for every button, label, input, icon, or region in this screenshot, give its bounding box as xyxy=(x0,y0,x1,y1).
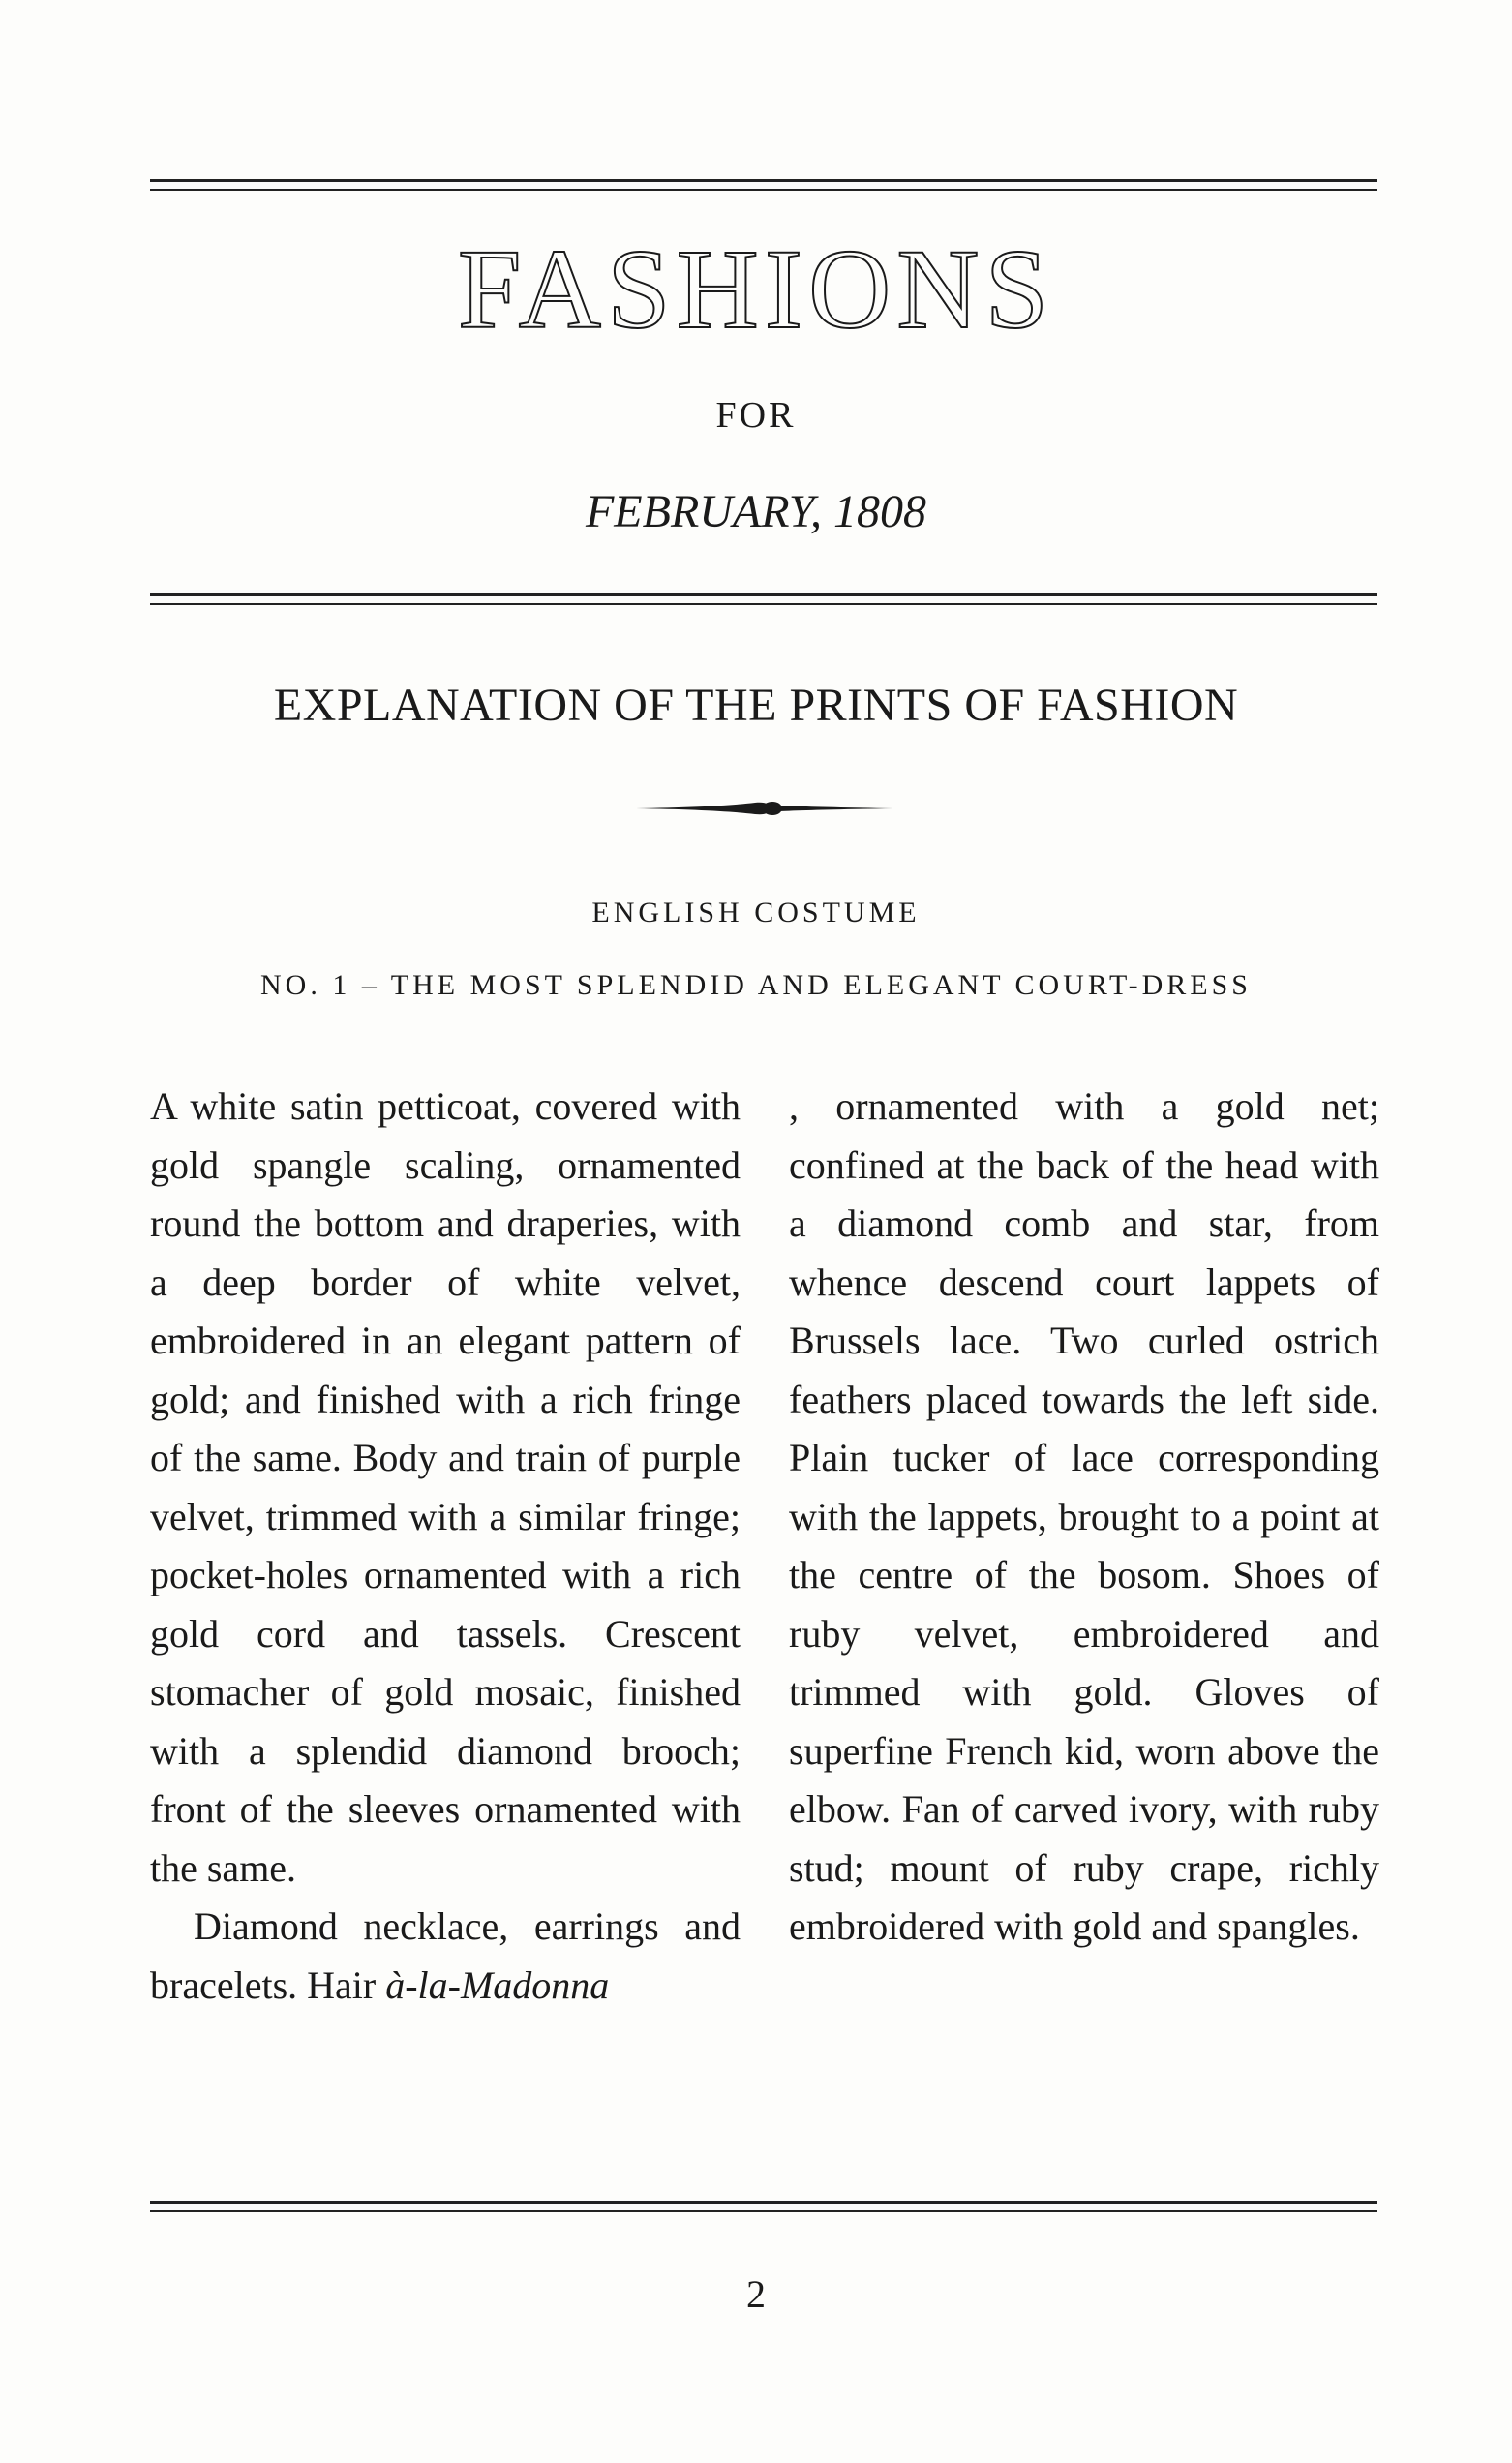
text-column-left xyxy=(150,1078,741,2015)
section-heading: EXPLANATION OF THE PRINTS OF FASHION xyxy=(273,680,1239,731)
paragraph-2-italic-term: à-la-Madonna xyxy=(385,1962,610,2007)
page-number: 2 xyxy=(746,2272,766,2316)
for-label: FOR xyxy=(715,395,797,436)
dress-heading: NO. 1 – THE MOST SPLENDID AND ELEGANT COURT-DRESS xyxy=(260,969,1252,1001)
bottom-double-rule xyxy=(150,2201,1377,2212)
flourish-divider-icon xyxy=(634,792,895,825)
paragraph-2-text: Diamond necklace, earrings and bracelets. Hair xyxy=(150,1904,741,2007)
issue-date: FEBRUARY, 1808 xyxy=(585,486,926,537)
body-paragraph-2-start xyxy=(150,1898,741,2015)
body-paragraph-2-continuation: , ornamented with a gold net; confined at the back of the head with a diamond comb and star, from whence descend court lappets of Brussels lace. Two curled ostrich feathers placed towards the left side. Plain tucker of lace corresponding with the lappets, brought to a point at the centre of the bosom. Shoes of ruby velvet, embroidered and trimmed with gold. Gloves of superfine French kid, worn above the elbow. Fan of carved ivory, with ruby stud; mount of ruby crape, richly embroidered with gold and spangles. xyxy=(789,1084,1379,1948)
body-paragraph-1: A white satin petticoat, covered with gold spangle scaling, ornamented round the bottom and draperies, with a deep border of white velvet, embroidered in an elegant pattern of gold; and finished with a rich fringe of the same. Body and train of purple velvet, trimmed with a similar fringe; pocket-holes ornamented with a rich gold cord and tassels. Crescent stomacher of gold mosaic, finished with a splendid diamond brooch; front of the sleeves ornamented with the same. xyxy=(150,1084,741,1890)
costume-heading: ENGLISH COSTUME xyxy=(591,897,921,928)
page-title: FASHIONS xyxy=(457,226,1055,352)
top-double-rule xyxy=(150,179,1377,191)
text-column-right xyxy=(789,1078,1379,1957)
middle-double-rule xyxy=(150,593,1377,605)
